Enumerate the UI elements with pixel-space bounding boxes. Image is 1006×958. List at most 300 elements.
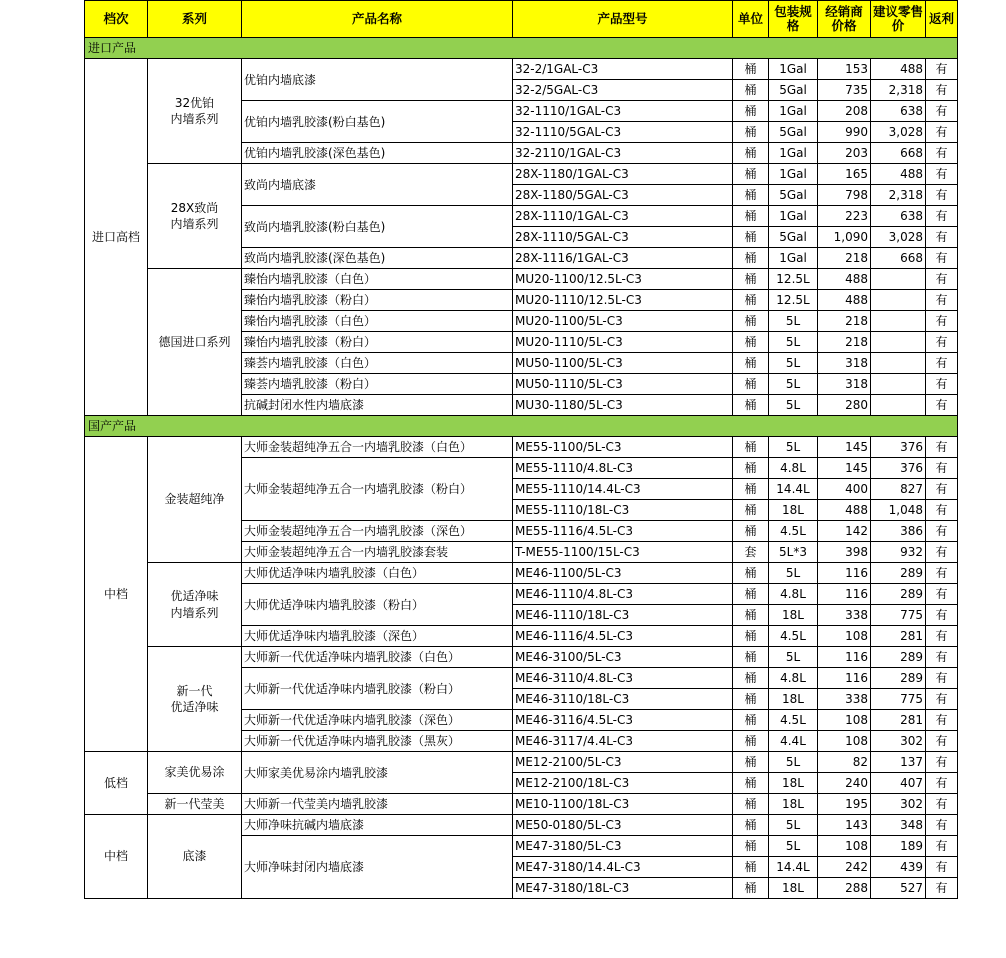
pack-size-cell: 5L [769, 836, 818, 857]
rebate-cell: 有 [926, 353, 958, 374]
rebate-cell: 有 [926, 374, 958, 395]
series-cell: 28X致尚 内墙系列 [148, 164, 242, 269]
product-model-cell: MU50-1100/5L-C3 [513, 353, 733, 374]
product-name-cell: 臻荟内墙乳胶漆（白色） [242, 353, 513, 374]
product-model-cell: MU50-1110/5L-C3 [513, 374, 733, 395]
unit-cell: 桶 [733, 206, 769, 227]
product-model-cell: ME55-1110/4.8L-C3 [513, 458, 733, 479]
unit-cell: 桶 [733, 290, 769, 311]
product-model-cell: ME12-2100/18L-C3 [513, 773, 733, 794]
retail-price-cell: 407 [871, 773, 926, 794]
dealer-price-cell: 488 [818, 500, 871, 521]
retail-price-cell [871, 311, 926, 332]
product-model-cell: ME55-1110/14.4L-C3 [513, 479, 733, 500]
product-model-cell: ME12-2100/5L-C3 [513, 752, 733, 773]
product-name-cell: 大师净味抗碱内墙底漆 [242, 815, 513, 836]
retail-price-cell [871, 332, 926, 353]
product-name-cell: 致尚内墙乳胶漆(深色基色) [242, 248, 513, 269]
pack-size-cell: 5Gal [769, 185, 818, 206]
product-name-cell: 大师优适净味内墙乳胶漆（粉白） [242, 584, 513, 626]
unit-cell: 桶 [733, 374, 769, 395]
product-model-cell: T-ME55-1100/15L-C3 [513, 542, 733, 563]
product-model-cell: ME46-1110/4.8L-C3 [513, 584, 733, 605]
product-name-cell: 大师新一代莹美内墙乳胶漆 [242, 794, 513, 815]
dealer-price-cell: 116 [818, 668, 871, 689]
product-name-cell: 抗碱封闭水性内墙底漆 [242, 395, 513, 416]
product-model-cell: ME50-0180/5L-C3 [513, 815, 733, 836]
product-model-cell: MU20-1110/12.5L-C3 [513, 290, 733, 311]
pack-size-cell: 5L [769, 752, 818, 773]
header-dealer-price: 经销商价格 [818, 1, 871, 38]
header-pack-size: 包装规格 [769, 1, 818, 38]
dealer-price-cell: 195 [818, 794, 871, 815]
unit-cell: 桶 [733, 269, 769, 290]
rebate-cell: 有 [926, 458, 958, 479]
product-model-cell: ME46-3110/18L-C3 [513, 689, 733, 710]
retail-price-cell: 439 [871, 857, 926, 878]
unit-cell: 桶 [733, 605, 769, 626]
unit-cell: 桶 [733, 815, 769, 836]
dealer-price-cell: 240 [818, 773, 871, 794]
header-product-model: 产品型号 [513, 1, 733, 38]
rebate-cell: 有 [926, 710, 958, 731]
dealer-price-cell: 108 [818, 626, 871, 647]
pack-size-cell: 1Gal [769, 164, 818, 185]
unit-cell: 桶 [733, 353, 769, 374]
product-model-cell: ME46-3100/5L-C3 [513, 647, 733, 668]
product-model-cell: MU20-1100/12.5L-C3 [513, 269, 733, 290]
product-name-cell: 大师优适净味内墙乳胶漆（白色） [242, 563, 513, 584]
pack-size-cell: 5L [769, 395, 818, 416]
dealer-price-cell: 116 [818, 563, 871, 584]
product-model-cell: ME10-1100/18L-C3 [513, 794, 733, 815]
section-label: 国产产品 [85, 416, 958, 437]
retail-price-cell: 668 [871, 248, 926, 269]
retail-price-cell: 638 [871, 206, 926, 227]
product-model-cell: 32-2/1GAL-C3 [513, 59, 733, 80]
unit-cell: 桶 [733, 668, 769, 689]
unit-cell: 桶 [733, 521, 769, 542]
dealer-price-cell: 218 [818, 332, 871, 353]
rebate-cell: 有 [926, 479, 958, 500]
product-model-cell: MU20-1100/5L-C3 [513, 311, 733, 332]
unit-cell: 桶 [733, 122, 769, 143]
pack-size-cell: 5L [769, 353, 818, 374]
product-name-cell: 臻怡内墙乳胶漆（白色） [242, 269, 513, 290]
pack-size-cell: 12.5L [769, 269, 818, 290]
product-name-cell: 臻荟内墙乳胶漆（粉白） [242, 374, 513, 395]
product-name-cell: 优铂内墙乳胶漆(粉白基色) [242, 101, 513, 143]
unit-cell: 套 [733, 542, 769, 563]
pack-size-cell: 1Gal [769, 206, 818, 227]
retail-price-cell [871, 290, 926, 311]
dealer-price-cell: 203 [818, 143, 871, 164]
series-cell: 金装超纯净 [148, 437, 242, 563]
unit-cell: 桶 [733, 80, 769, 101]
product-model-cell: ME55-1116/4.5L-C3 [513, 521, 733, 542]
product-model-cell: 28X-1180/1GAL-C3 [513, 164, 733, 185]
unit-cell: 桶 [733, 794, 769, 815]
product-name-cell: 大师优适净味内墙乳胶漆（深色） [242, 626, 513, 647]
pack-size-cell: 18L [769, 605, 818, 626]
product-model-cell: ME46-1110/18L-C3 [513, 605, 733, 626]
unit-cell: 桶 [733, 332, 769, 353]
retail-price-cell: 527 [871, 878, 926, 899]
table-row [85, 752, 958, 773]
table-row [85, 164, 958, 185]
unit-cell: 桶 [733, 101, 769, 122]
pack-size-cell: 5L [769, 374, 818, 395]
dealer-price-cell: 338 [818, 689, 871, 710]
product-model-cell: ME55-1100/5L-C3 [513, 437, 733, 458]
product-model-cell: 32-2110/1GAL-C3 [513, 143, 733, 164]
retail-price-cell [871, 374, 926, 395]
rebate-cell: 有 [926, 773, 958, 794]
unit-cell: 桶 [733, 836, 769, 857]
retail-price-cell: 775 [871, 689, 926, 710]
header-grade: 档次 [85, 1, 148, 38]
rebate-cell: 有 [926, 794, 958, 815]
product-name-cell: 大师金装超纯净五合一内墙乳胶漆（深色） [242, 521, 513, 542]
series-cell: 新一代 优适净味 [148, 647, 242, 752]
rebate-cell: 有 [926, 269, 958, 290]
product-model-cell: ME46-3116/4.5L-C3 [513, 710, 733, 731]
header-product-name: 产品名称 [242, 1, 513, 38]
header-retail-price: 建议零售价 [871, 1, 926, 38]
retail-price-cell: 289 [871, 647, 926, 668]
unit-cell: 桶 [733, 563, 769, 584]
product-name-cell: 致尚内墙底漆 [242, 164, 513, 206]
dealer-price-cell: 488 [818, 269, 871, 290]
dealer-price-cell: 400 [818, 479, 871, 500]
pack-size-cell: 4.5L [769, 710, 818, 731]
product-model-cell: MU30-1180/5L-C3 [513, 395, 733, 416]
retail-price-cell: 488 [871, 164, 926, 185]
product-name-cell: 大师新一代优适净味内墙乳胶漆（黑灰） [242, 731, 513, 752]
retail-price-cell: 289 [871, 668, 926, 689]
product-name-cell: 大师新一代优适净味内墙乳胶漆（深色） [242, 710, 513, 731]
price-table [84, 0, 958, 899]
dealer-price-cell: 108 [818, 836, 871, 857]
dealer-price-cell: 108 [818, 731, 871, 752]
retail-price-cell: 638 [871, 101, 926, 122]
rebate-cell: 有 [926, 101, 958, 122]
pack-size-cell: 1Gal [769, 248, 818, 269]
unit-cell: 桶 [733, 752, 769, 773]
retail-price-cell: 3,028 [871, 122, 926, 143]
pack-size-cell: 5L*3 [769, 542, 818, 563]
retail-price-cell: 289 [871, 584, 926, 605]
product-model-cell: ME46-3117/4.4L-C3 [513, 731, 733, 752]
pack-size-cell: 1Gal [769, 101, 818, 122]
rebate-cell: 有 [926, 395, 958, 416]
pack-size-cell: 4.8L [769, 458, 818, 479]
product-model-cell: 28X-1180/5GAL-C3 [513, 185, 733, 206]
pack-size-cell: 4.5L [769, 626, 818, 647]
rebate-cell: 有 [926, 143, 958, 164]
dealer-price-cell: 223 [818, 206, 871, 227]
table-row [85, 437, 958, 458]
dealer-price-cell: 218 [818, 311, 871, 332]
dealer-price-cell: 145 [818, 437, 871, 458]
rebate-cell: 有 [926, 122, 958, 143]
series-cell: 底漆 [148, 815, 242, 899]
grade-cell: 中档 [85, 437, 148, 752]
product-model-cell: 28X-1110/1GAL-C3 [513, 206, 733, 227]
pack-size-cell: 14.4L [769, 857, 818, 878]
dealer-price-cell: 208 [818, 101, 871, 122]
retail-price-cell: 376 [871, 437, 926, 458]
product-name-cell: 大师净味封闭内墙底漆 [242, 836, 513, 899]
unit-cell: 桶 [733, 773, 769, 794]
rebate-cell: 有 [926, 689, 958, 710]
product-name-cell: 致尚内墙乳胶漆(粉白基色) [242, 206, 513, 248]
retail-price-cell: 2,318 [871, 185, 926, 206]
table-row [85, 59, 958, 80]
dealer-price-cell: 280 [818, 395, 871, 416]
dealer-price-cell: 142 [818, 521, 871, 542]
dealer-price-cell: 242 [818, 857, 871, 878]
rebate-cell: 有 [926, 626, 958, 647]
pack-size-cell: 5Gal [769, 227, 818, 248]
dealer-price-cell: 145 [818, 458, 871, 479]
pack-size-cell: 12.5L [769, 290, 818, 311]
table-row [85, 815, 958, 836]
rebate-cell: 有 [926, 311, 958, 332]
rebate-cell: 有 [926, 185, 958, 206]
product-model-cell: ME47-3180/14.4L-C3 [513, 857, 733, 878]
rebate-cell: 有 [926, 857, 958, 878]
rebate-cell: 有 [926, 290, 958, 311]
rebate-cell: 有 [926, 80, 958, 101]
retail-price-cell: 302 [871, 731, 926, 752]
unit-cell: 桶 [733, 689, 769, 710]
dealer-price-cell: 82 [818, 752, 871, 773]
unit-cell: 桶 [733, 626, 769, 647]
unit-cell: 桶 [733, 710, 769, 731]
retail-price-cell: 376 [871, 458, 926, 479]
table-row [85, 269, 958, 290]
product-name-cell: 优铂内墙乳胶漆(深色基色) [242, 143, 513, 164]
product-model-cell: ME47-3180/5L-C3 [513, 836, 733, 857]
retail-price-cell: 302 [871, 794, 926, 815]
unit-cell: 桶 [733, 584, 769, 605]
product-name-cell: 大师金装超纯净五合一内墙乳胶漆（白色） [242, 437, 513, 458]
grade-cell: 低档 [85, 752, 148, 815]
series-cell: 优适净味 内墙系列 [148, 563, 242, 647]
retail-price-cell: 137 [871, 752, 926, 773]
pack-size-cell: 5L [769, 311, 818, 332]
dealer-price-cell: 153 [818, 59, 871, 80]
header-rebate: 返利 [926, 1, 958, 38]
pack-size-cell: 4.8L [769, 584, 818, 605]
dealer-price-cell: 798 [818, 185, 871, 206]
dealer-price-cell: 108 [818, 710, 871, 731]
product-model-cell: ME46-3110/4.8L-C3 [513, 668, 733, 689]
dealer-price-cell: 143 [818, 815, 871, 836]
retail-price-cell [871, 353, 926, 374]
pack-size-cell: 18L [769, 773, 818, 794]
dealer-price-cell: 116 [818, 647, 871, 668]
pack-size-cell: 1Gal [769, 143, 818, 164]
unit-cell: 桶 [733, 647, 769, 668]
table-row [85, 647, 958, 668]
price-table-body [85, 1, 958, 899]
rebate-cell: 有 [926, 584, 958, 605]
rebate-cell: 有 [926, 248, 958, 269]
series-cell: 新一代莹美 [148, 794, 242, 815]
rebate-cell: 有 [926, 563, 958, 584]
pack-size-cell: 18L [769, 689, 818, 710]
pack-size-cell: 4.5L [769, 521, 818, 542]
rebate-cell: 有 [926, 59, 958, 80]
table-row [85, 563, 958, 584]
unit-cell: 桶 [733, 164, 769, 185]
retail-price-cell: 668 [871, 143, 926, 164]
unit-cell: 桶 [733, 311, 769, 332]
rebate-cell: 有 [926, 164, 958, 185]
dealer-price-cell: 288 [818, 878, 871, 899]
unit-cell: 桶 [733, 227, 769, 248]
header-series: 系列 [148, 1, 242, 38]
product-name-cell: 大师金装超纯净五合一内墙乳胶漆（粉白） [242, 458, 513, 521]
table-row [85, 794, 958, 815]
retail-price-cell: 281 [871, 710, 926, 731]
pack-size-cell: 5L [769, 815, 818, 836]
unit-cell: 桶 [733, 878, 769, 899]
dealer-price-cell: 338 [818, 605, 871, 626]
section-row [85, 416, 958, 437]
retail-price-cell: 386 [871, 521, 926, 542]
pack-size-cell: 5L [769, 332, 818, 353]
product-model-cell: 28X-1110/5GAL-C3 [513, 227, 733, 248]
rebate-cell: 有 [926, 542, 958, 563]
rebate-cell: 有 [926, 227, 958, 248]
retail-price-cell [871, 269, 926, 290]
pack-size-cell: 5Gal [769, 122, 818, 143]
unit-cell: 桶 [733, 731, 769, 752]
retail-price-cell: 775 [871, 605, 926, 626]
rebate-cell: 有 [926, 437, 958, 458]
retail-price-cell [871, 395, 926, 416]
dealer-price-cell: 318 [818, 374, 871, 395]
product-model-cell: 32-2/5GAL-C3 [513, 80, 733, 101]
pack-size-cell: 18L [769, 878, 818, 899]
product-model-cell: MU20-1110/5L-C3 [513, 332, 733, 353]
retail-price-cell: 3,028 [871, 227, 926, 248]
pack-size-cell: 18L [769, 794, 818, 815]
product-name-cell: 大师金装超纯净五合一内墙乳胶漆套装 [242, 542, 513, 563]
product-model-cell: ME47-3180/18L-C3 [513, 878, 733, 899]
product-model-cell: ME46-1100/5L-C3 [513, 563, 733, 584]
retail-price-cell: 281 [871, 626, 926, 647]
product-name-cell: 臻怡内墙乳胶漆（粉白） [242, 290, 513, 311]
retail-price-cell: 2,318 [871, 80, 926, 101]
series-cell: 德国进口系列 [148, 269, 242, 416]
dealer-price-cell: 318 [818, 353, 871, 374]
series-cell: 家美优易涂 [148, 752, 242, 794]
pack-size-cell: 4.8L [769, 668, 818, 689]
rebate-cell: 有 [926, 605, 958, 626]
product-name-cell: 臻怡内墙乳胶漆（白色） [242, 311, 513, 332]
unit-cell: 桶 [733, 143, 769, 164]
rebate-cell: 有 [926, 332, 958, 353]
pack-size-cell: 5L [769, 437, 818, 458]
header-row [85, 1, 958, 38]
product-model-cell: 32-1110/1GAL-C3 [513, 101, 733, 122]
product-model-cell: 28X-1116/1GAL-C3 [513, 248, 733, 269]
header-unit: 单位 [733, 1, 769, 38]
rebate-cell: 有 [926, 752, 958, 773]
dealer-price-cell: 735 [818, 80, 871, 101]
pack-size-cell: 1Gal [769, 59, 818, 80]
dealer-price-cell: 116 [818, 584, 871, 605]
unit-cell: 桶 [733, 857, 769, 878]
product-model-cell: ME55-1110/18L-C3 [513, 500, 733, 521]
dealer-price-cell: 398 [818, 542, 871, 563]
retail-price-cell: 827 [871, 479, 926, 500]
unit-cell: 桶 [733, 185, 769, 206]
unit-cell: 桶 [733, 437, 769, 458]
section-row [85, 38, 958, 59]
dealer-price-cell: 165 [818, 164, 871, 185]
series-cell: 32优铂 内墙系列 [148, 59, 242, 164]
rebate-cell: 有 [926, 647, 958, 668]
product-model-cell: ME46-1116/4.5L-C3 [513, 626, 733, 647]
rebate-cell: 有 [926, 815, 958, 836]
rebate-cell: 有 [926, 878, 958, 899]
pack-size-cell: 14.4L [769, 479, 818, 500]
grade-cell: 进口高档 [85, 59, 148, 416]
product-name-cell: 大师新一代优适净味内墙乳胶漆（粉白） [242, 668, 513, 710]
retail-price-cell: 289 [871, 563, 926, 584]
dealer-price-cell: 1,090 [818, 227, 871, 248]
section-label: 进口产品 [85, 38, 958, 59]
grade-cell: 中档 [85, 815, 148, 899]
rebate-cell: 有 [926, 500, 958, 521]
rebate-cell: 有 [926, 731, 958, 752]
pack-size-cell: 4.4L [769, 731, 818, 752]
rebate-cell: 有 [926, 206, 958, 227]
rebate-cell: 有 [926, 521, 958, 542]
retail-price-cell: 488 [871, 59, 926, 80]
unit-cell: 桶 [733, 59, 769, 80]
pack-size-cell: 5L [769, 647, 818, 668]
unit-cell: 桶 [733, 458, 769, 479]
pack-size-cell: 5Gal [769, 80, 818, 101]
pack-size-cell: 5L [769, 563, 818, 584]
retail-price-cell: 189 [871, 836, 926, 857]
unit-cell: 桶 [733, 500, 769, 521]
pack-size-cell: 18L [769, 500, 818, 521]
rebate-cell: 有 [926, 668, 958, 689]
retail-price-cell: 348 [871, 815, 926, 836]
product-model-cell: 32-1110/5GAL-C3 [513, 122, 733, 143]
product-name-cell: 大师新一代优适净味内墙乳胶漆（白色） [242, 647, 513, 668]
unit-cell: 桶 [733, 395, 769, 416]
dealer-price-cell: 218 [818, 248, 871, 269]
retail-price-cell: 932 [871, 542, 926, 563]
dealer-price-cell: 990 [818, 122, 871, 143]
unit-cell: 桶 [733, 248, 769, 269]
product-name-cell: 大师家美优易涂内墙乳胶漆 [242, 752, 513, 794]
rebate-cell: 有 [926, 836, 958, 857]
retail-price-cell: 1,048 [871, 500, 926, 521]
product-name-cell: 优铂内墙底漆 [242, 59, 513, 101]
unit-cell: 桶 [733, 479, 769, 500]
dealer-price-cell: 488 [818, 290, 871, 311]
product-name-cell: 臻怡内墙乳胶漆（粉白） [242, 332, 513, 353]
